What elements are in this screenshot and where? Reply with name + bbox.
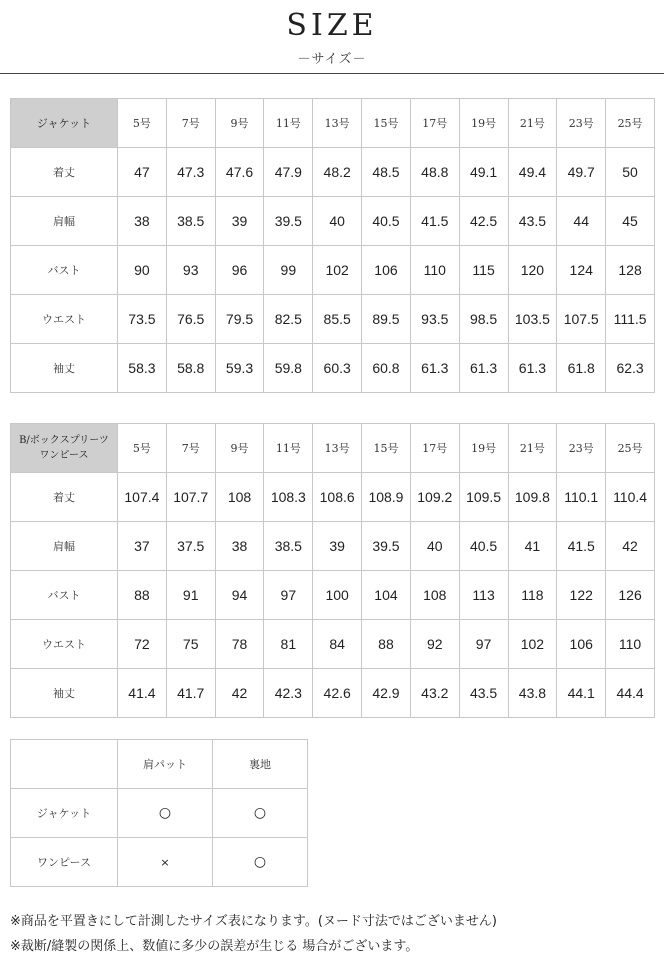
table-row	[11, 669, 655, 718]
size-column-header: 11号	[264, 99, 313, 148]
table-cell: 89.5	[362, 295, 411, 344]
table-cell: 40	[313, 197, 362, 246]
table-cell: 60.8	[362, 344, 411, 393]
size-column-header: 13号	[313, 99, 362, 148]
size-column-header: 9号	[215, 424, 264, 473]
table-cell: 59.3	[215, 344, 264, 393]
options-corner-cell	[11, 740, 118, 789]
table-cell: 102	[313, 246, 362, 295]
table-cell: 44.4	[606, 669, 655, 718]
table-cell: 109.5	[459, 473, 508, 522]
page-title: SIZE	[286, 8, 378, 43]
corner-line-2: ワンピース	[39, 450, 89, 461]
table-cell: 43.5	[459, 669, 508, 718]
table-cell: 37.5	[166, 522, 215, 571]
table-cell: 47.6	[215, 148, 264, 197]
table-cell: 48.5	[362, 148, 411, 197]
size-column-header: 7号	[166, 424, 215, 473]
table-cell: 109.2	[410, 473, 459, 522]
table-corner-label: ジャケット	[11, 99, 118, 148]
row-label: 袖丈	[11, 344, 118, 393]
table-cell: 110	[410, 246, 459, 295]
size-column-header: 13号	[313, 424, 362, 473]
row-label: 着丈	[11, 148, 118, 197]
table-cell: 98.5	[459, 295, 508, 344]
table-cell: 91	[166, 571, 215, 620]
table-cell: 41.5	[410, 197, 459, 246]
table-cell: 58.8	[166, 344, 215, 393]
size-column-header: 11号	[264, 424, 313, 473]
size-column-header: 19号	[459, 424, 508, 473]
row-label: ウエスト	[11, 620, 118, 669]
table-cell: 43.5	[508, 197, 557, 246]
table-cell: 96	[215, 246, 264, 295]
table-cell: 108	[215, 473, 264, 522]
note-tolerance: ※裁断/縫製の関係上、数値に多少の誤差が生じる 場合がございます。	[10, 939, 419, 954]
table-row	[11, 473, 655, 522]
table-cell: 94	[215, 571, 264, 620]
table-cell: 115	[459, 246, 508, 295]
table-cell: 41.5	[557, 522, 606, 571]
table-cell: 85.5	[313, 295, 362, 344]
row-label: 肩幅	[11, 522, 118, 571]
row-label: 着丈	[11, 473, 118, 522]
table-cell: 40	[410, 522, 459, 571]
header-row	[11, 99, 655, 148]
table-row	[11, 197, 655, 246]
table-cell: ×	[118, 838, 213, 887]
table-cell: 42.3	[264, 669, 313, 718]
dress-size-table	[10, 423, 655, 718]
table-cell: ○	[118, 789, 213, 838]
table-cell: 38	[118, 197, 167, 246]
table-cell: 41.7	[166, 669, 215, 718]
size-column-header: 17号	[410, 424, 459, 473]
title-divider	[0, 73, 664, 74]
table-cell: 39.5	[264, 197, 313, 246]
table-cell: 99	[264, 246, 313, 295]
table-cell: 38.5	[264, 522, 313, 571]
page-subtitle: －サイズ－	[297, 52, 367, 67]
table-cell: 113	[459, 571, 508, 620]
table-cell: 47	[118, 148, 167, 197]
size-column-header: 21号	[508, 424, 557, 473]
size-column-header: 23号	[557, 99, 606, 148]
table-cell: 42	[215, 669, 264, 718]
table-cell: 90	[118, 246, 167, 295]
size-column-header: 7号	[166, 99, 215, 148]
table-cell: 43.2	[410, 669, 459, 718]
table-cell: 61.3	[410, 344, 459, 393]
size-column-header: 23号	[557, 424, 606, 473]
table-cell: 73.5	[118, 295, 167, 344]
size-column-header: 21号	[508, 99, 557, 148]
table-cell: 110	[606, 620, 655, 669]
table-cell: 108.3	[264, 473, 313, 522]
table-cell: 107.4	[118, 473, 167, 522]
note-measurement: ※商品を平置きにして計測したサイズ表になります。(ヌード寸法ではございません)	[10, 914, 497, 929]
table-cell: 58.3	[118, 344, 167, 393]
table-row	[11, 789, 308, 838]
table-cell: 42	[606, 522, 655, 571]
table-cell: 40.5	[362, 197, 411, 246]
table-cell: 41	[508, 522, 557, 571]
row-label: バスト	[11, 246, 118, 295]
table-cell: 128	[606, 246, 655, 295]
table-row	[11, 620, 655, 669]
table-cell: 88	[362, 620, 411, 669]
table-cell: 42.5	[459, 197, 508, 246]
table-cell: 92	[410, 620, 459, 669]
corner-line-1: B/ボックスプリーツ	[19, 435, 109, 446]
table-cell: 110.4	[606, 473, 655, 522]
table-cell: 84	[313, 620, 362, 669]
table-cell: 44.1	[557, 669, 606, 718]
table-cell: 110.1	[557, 473, 606, 522]
table-cell: 76.5	[166, 295, 215, 344]
table-cell: 122	[557, 571, 606, 620]
table-cell: 43.8	[508, 669, 557, 718]
table-cell: 44	[557, 197, 606, 246]
table-cell: 111.5	[606, 295, 655, 344]
table-cell: 40.5	[459, 522, 508, 571]
table-cell: 62.3	[606, 344, 655, 393]
table-cell: 88	[118, 571, 167, 620]
table-cell: 126	[606, 571, 655, 620]
table-cell: 50	[606, 148, 655, 197]
table-cell: 60.3	[313, 344, 362, 393]
size-column-header: 15号	[362, 99, 411, 148]
table-cell: 48.8	[410, 148, 459, 197]
row-label: 袖丈	[11, 669, 118, 718]
table-row	[11, 838, 308, 887]
table-cell: 97	[264, 571, 313, 620]
size-column-header: 9号	[215, 99, 264, 148]
table-cell: 120	[508, 246, 557, 295]
table-cell: 41.4	[118, 669, 167, 718]
table-cell: 47.3	[166, 148, 215, 197]
table-cell: 61.3	[459, 344, 508, 393]
size-column-header: 5号	[118, 424, 167, 473]
size-column-header: 19号	[459, 99, 508, 148]
table-row	[11, 295, 655, 344]
row-label: ワンピース	[11, 838, 118, 887]
table-cell: 82.5	[264, 295, 313, 344]
table-cell: 39	[313, 522, 362, 571]
table-cell: 124	[557, 246, 606, 295]
table-cell: 100	[313, 571, 362, 620]
table-cell: 107.7	[166, 473, 215, 522]
table-cell: 107.5	[557, 295, 606, 344]
table-cell: 106	[362, 246, 411, 295]
table-cell: 42.9	[362, 669, 411, 718]
table-cell: 106	[557, 620, 606, 669]
table-cell: 38.5	[166, 197, 215, 246]
table-cell: 97	[459, 620, 508, 669]
table-cell: 104	[362, 571, 411, 620]
table-cell: 103.5	[508, 295, 557, 344]
column-header: 肩パット	[118, 740, 213, 789]
table-row	[11, 522, 655, 571]
table-row	[11, 148, 655, 197]
table-row	[11, 246, 655, 295]
table-cell: 72	[118, 620, 167, 669]
header-row	[11, 424, 655, 473]
table-cell: 109.8	[508, 473, 557, 522]
table-cell: 59.8	[264, 344, 313, 393]
table-cell: 61.8	[557, 344, 606, 393]
table-row	[11, 571, 655, 620]
size-column-header: 25号	[606, 99, 655, 148]
table-cell: 39.5	[362, 522, 411, 571]
table-cell: 42.6	[313, 669, 362, 718]
table-cell: 45	[606, 197, 655, 246]
size-column-header: 15号	[362, 424, 411, 473]
row-label: 肩幅	[11, 197, 118, 246]
table-cell: 118	[508, 571, 557, 620]
row-label: ウエスト	[11, 295, 118, 344]
options-table	[10, 739, 308, 887]
table-cell: 61.3	[508, 344, 557, 393]
table-cell: 48.2	[313, 148, 362, 197]
table-cell: 37	[118, 522, 167, 571]
table-cell: 47.9	[264, 148, 313, 197]
table-cell: ○	[213, 789, 308, 838]
table-cell: 102	[508, 620, 557, 669]
size-column-header: 5号	[118, 99, 167, 148]
table-cell: 49.1	[459, 148, 508, 197]
table-row	[11, 344, 655, 393]
table-cell: 38	[215, 522, 264, 571]
table-cell: 93.5	[410, 295, 459, 344]
table-cell: 108	[410, 571, 459, 620]
table-cell: 49.4	[508, 148, 557, 197]
table-cell: 49.7	[557, 148, 606, 197]
column-header: 裏地	[213, 740, 308, 789]
table-cell: 39	[215, 197, 264, 246]
row-label: バスト	[11, 571, 118, 620]
table-cell: 75	[166, 620, 215, 669]
row-label: ジャケット	[11, 789, 118, 838]
table-cell: 108.9	[362, 473, 411, 522]
jacket-size-table	[10, 98, 655, 393]
table-cell: 78	[215, 620, 264, 669]
table-cell: 79.5	[215, 295, 264, 344]
table-cell: ○	[213, 838, 308, 887]
options-header-row	[11, 740, 308, 789]
size-column-header: 25号	[606, 424, 655, 473]
size-column-header: 17号	[410, 99, 459, 148]
table-cell: 108.6	[313, 473, 362, 522]
table-corner-label	[11, 424, 118, 473]
table-cell: 93	[166, 246, 215, 295]
table-cell: 81	[264, 620, 313, 669]
